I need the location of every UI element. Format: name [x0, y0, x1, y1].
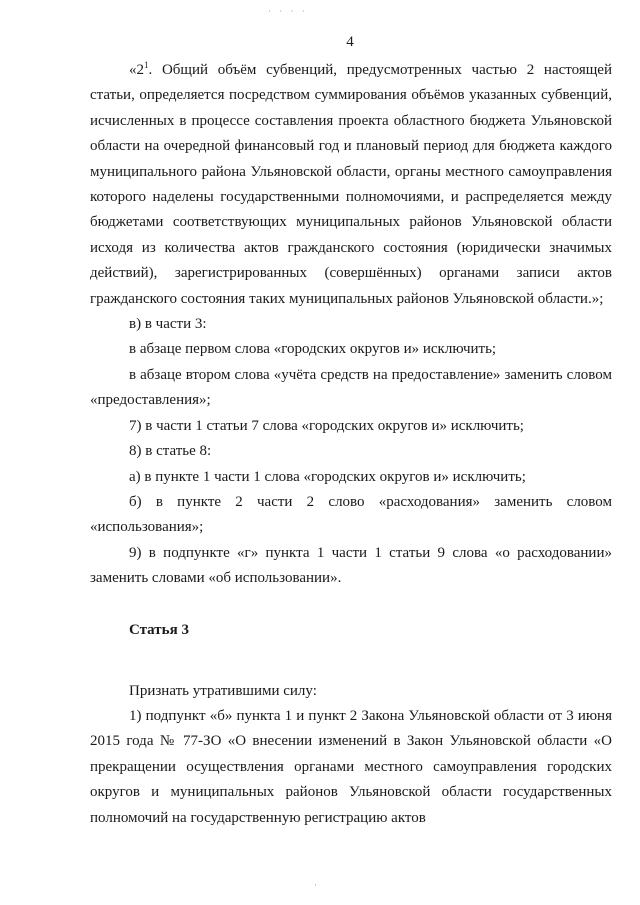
- paragraph-text: . Общий объём субвенций, предусмотренных частью 2 настоящей статьи, определяется посредством суммирования объёмов указанных субвенций, исчисленных в процессе составления проекта областного бюджета Ульяновской области на очередной финансовый год и плановый период для бюджета каждого муниципального района Ульяновской области, органы местного самоуправления которого наделены государственными полномочиями, и распределяется между бюджетами соответствующих муниципальных районов Ульяновской области исходя из количества актов гражданского состояния (юридически значимых действий), зарегистрированных (совершённых) органами записи актов гражданского состояния таких муниципальных районов Ульяновской области.»;: [90, 62, 612, 307]
- article-heading: Статья 3: [129, 621, 189, 638]
- document-body: [90, 58, 612, 831]
- spacer: [90, 663, 612, 679]
- paragraph-second-abzac: в абзаце втором слова «учёта средств на предоставление» заменить словом «предоставления»;: [90, 366, 612, 409]
- paragraph-part3: в) в части 3:: [129, 316, 207, 333]
- paragraph-item-9: 9) в подпункте «г» пункта 1 части 1 статьи 9 слова «о расходовании» заменить словами «об использовании».: [90, 544, 612, 587]
- paragraph-repeal-intro: Признать утратившими силу:: [129, 682, 317, 699]
- paragraph-item-7: 7) в части 1 статьи 7 слова «городских округов и» исключить;: [129, 417, 524, 434]
- superscript-marker: 1: [144, 60, 149, 70]
- scan-artifact-bottom: ·: [314, 880, 317, 890]
- paragraph-item-8a: а) в пункте 1 части 1 слова «городских округов и» исключить;: [129, 468, 526, 485]
- paragraph-item-8: 8) в статье 8:: [129, 443, 212, 460]
- paragraph-repeal-item-1: 1) подпункт «б» пункта 1 и пункт 2 Закона Ульяновской области от 3 июня 2015 года № 77-ЗО «О внесении изменений в Закон Ульяновской области «О прекращении осуществления органами местного самоуправления городских округов и муниципальных районов Ульяновской области государственных полномочий на государственную регистрацию актов: [90, 707, 612, 826]
- paragraph-item-8b: б) в пункте 2 части 2 слово «расходования» заменить словом «использования»;: [90, 493, 612, 536]
- paragraph-subvention-total: [90, 58, 612, 312]
- scan-artifact: · · · ·: [268, 6, 308, 16]
- paragraph-first-abzac: в абзаце первом слова «городских округов и» исключить;: [129, 341, 497, 358]
- paragraph-prefix: «2: [129, 62, 144, 78]
- page-number: 4: [346, 34, 354, 50]
